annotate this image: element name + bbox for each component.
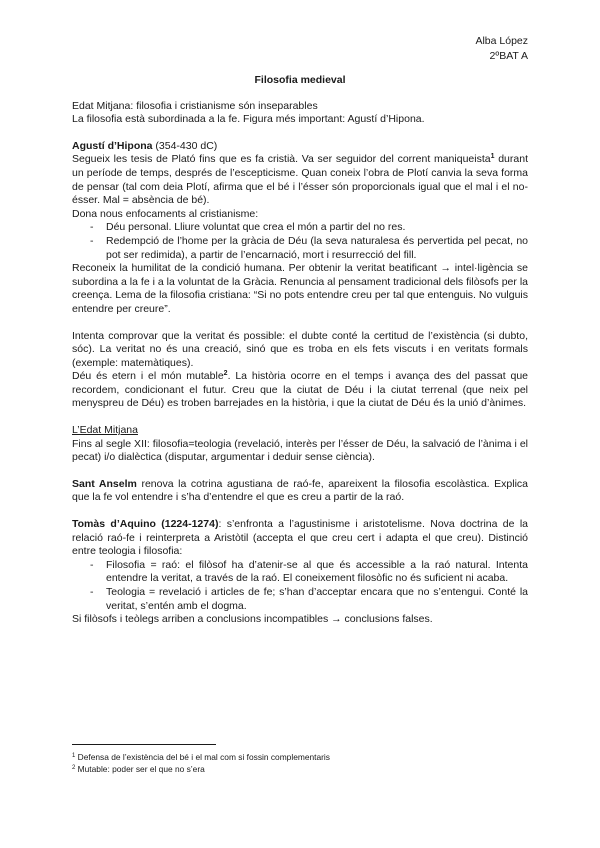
author-name: Alba López <box>475 35 528 47</box>
augustine-paragraph-1 <box>72 153 528 207</box>
list-item: - Filosofia = raó: el filòsof ha d’atenir-se al que és accessible a la raó natural. Intenta entendre la veritat, a través de la raó. El coneixement filosòfic no és suficient ni acaba. <box>72 559 528 586</box>
augustine-p5-text-a: Déu és etern i el món mutable <box>72 370 224 383</box>
footnote-number: 2 <box>72 765 76 771</box>
augustine-paragraph-5 <box>72 370 528 411</box>
middle-ages-section <box>72 424 528 465</box>
document-title: Filosofia medieval <box>254 74 346 86</box>
intro-line-2: La filosofia està subordinada a la fe. Figura més important: Agustí d’Hipona. <box>72 113 425 126</box>
augustine-p1-text-b: durant un període de temps, després de l’escepticisme. Quan coneix l’obra de Plotí canvia la seva forma de pensar (tal com deia Plotí, afirma que el bé i l’ésser són proporcionals igual que el mal i el no-ésser. Mal = absència de bé). <box>72 153 528 207</box>
middle-ages-heading: L’Edat Mitjana <box>72 424 138 437</box>
footnote-ref-2: 2 <box>223 370 228 378</box>
footnote-number: 1 <box>72 753 76 759</box>
footnote-1 <box>72 751 528 763</box>
augustine-p1-text-a: Segueix les tesis de Plató fins que es fa cristià. Va ser seguidor del corrent maniqueista <box>72 153 491 166</box>
aquinas-bullet-list <box>72 559 528 613</box>
footnote-ref-1: 1 <box>490 153 495 161</box>
augustine-paragraph-2: Dona nous enfocaments al cristianisme: <box>72 207 259 220</box>
aquinas-paragraph <box>72 518 528 559</box>
augustine-paragraph-4: Intenta comprovar que la veritat és possible: el dubte conté la certitud de l’existència (si dubto, sóc). La veritat no és una creació, sinó que es troba en els fets viscuts i en veritats formals (exemple: matemàtiques). <box>72 329 528 369</box>
course-label: 2ºBAT A <box>489 50 528 62</box>
anselm-paragraph <box>72 478 528 505</box>
footnote-text: Mutable: poder ser el que no s’era <box>75 764 205 774</box>
footnote-divider <box>72 744 216 745</box>
document-page <box>72 34 528 627</box>
footnote-text: Defensa de l’existència del bé i el mal com si fossin complementaris <box>75 752 330 762</box>
list-item: - Teologia = revelació i articles de fe; s’han d’acceptar encara que no s’entengui. Conté la veritat, s’entén amb el dogma. <box>72 586 528 613</box>
aquinas-closing: Si filòsofs i teòlegs arriben a conclusions incompatibles → conclusions falses. <box>72 613 433 626</box>
footnotes-area <box>72 744 528 775</box>
aquinas-text: : s’enfronta a l’agustinisme i aristotelisme. Nova doctrina de la relació raó-fe i reinterpreta a Aristòtil (accepta el que creu cert i adapta el que creu). Distinció entre teologia i filosofia: <box>72 518 528 558</box>
list-item: - Redempció de l’home per la gràcia de Déu (la seva naturalesa és pervertida pel pecat, no pot ser redimida), a partir de l’encarnació, mort i resurrecció del fill. <box>72 235 528 262</box>
aquinas-name: Tomàs d’Aquino (1224-1274) <box>72 518 219 531</box>
augustine-name: Agustí d’Hipona <box>72 139 153 152</box>
anselm-section <box>72 478 528 505</box>
footnote-2 <box>72 763 528 775</box>
augustine-dates: (354-430 dC) <box>152 139 218 152</box>
anselm-text: renova la cotrina agustiana de raó-fe, apareixent la filosofia escolàstica. Explica que la fe vol entendre i s’ha d’entendre el que es creu a partir de la raó. <box>72 477 528 504</box>
middle-ages-text: Fins al segle XII: filosofia=teologia (revelació, interès per l’ésser de Déu, la salvació de l’ànima i el pecat) i/o dialèctica (disputar, argumentar i deduir sense ciència). <box>72 437 528 464</box>
augustine-paragraph-3: Reconeix la humilitat de la condició humana. Per obtenir la veritat beatificant → intel·ligència se subordina a la fe i a la voluntat de la Gràcia. Renuncia al pensament tradicional dels filòsofs per la creença. Lema de la filosofia cristiana: “Si no pots entendre creu per tal que entenguis. No vulguis entendre per creure”. <box>72 262 528 315</box>
augustine-heading <box>72 140 528 154</box>
page-header <box>72 34 528 64</box>
anselm-name: Sant Anselm <box>72 477 137 490</box>
augustine-bullet-list <box>72 221 528 262</box>
intro-line-1: Edat Mitjana: filosofia i cristianisme són inseparables <box>72 99 318 112</box>
augustine-p5-text-b: . La història ocorre en el temps i avança des del passat que recordem, condicionant el futur. Creu que la ciutat de Déu i la ciutat terrenal (que neix pel menyspreu de Déu) es troben barrejades en la història, i que la ciutat de Déu és la unió d’ànimes. <box>72 370 529 410</box>
list-item: - Déu personal. Lliure voluntat que crea el món a partir del no res. <box>72 221 528 235</box>
augustine-section <box>72 140 528 411</box>
aquinas-section <box>72 518 528 627</box>
